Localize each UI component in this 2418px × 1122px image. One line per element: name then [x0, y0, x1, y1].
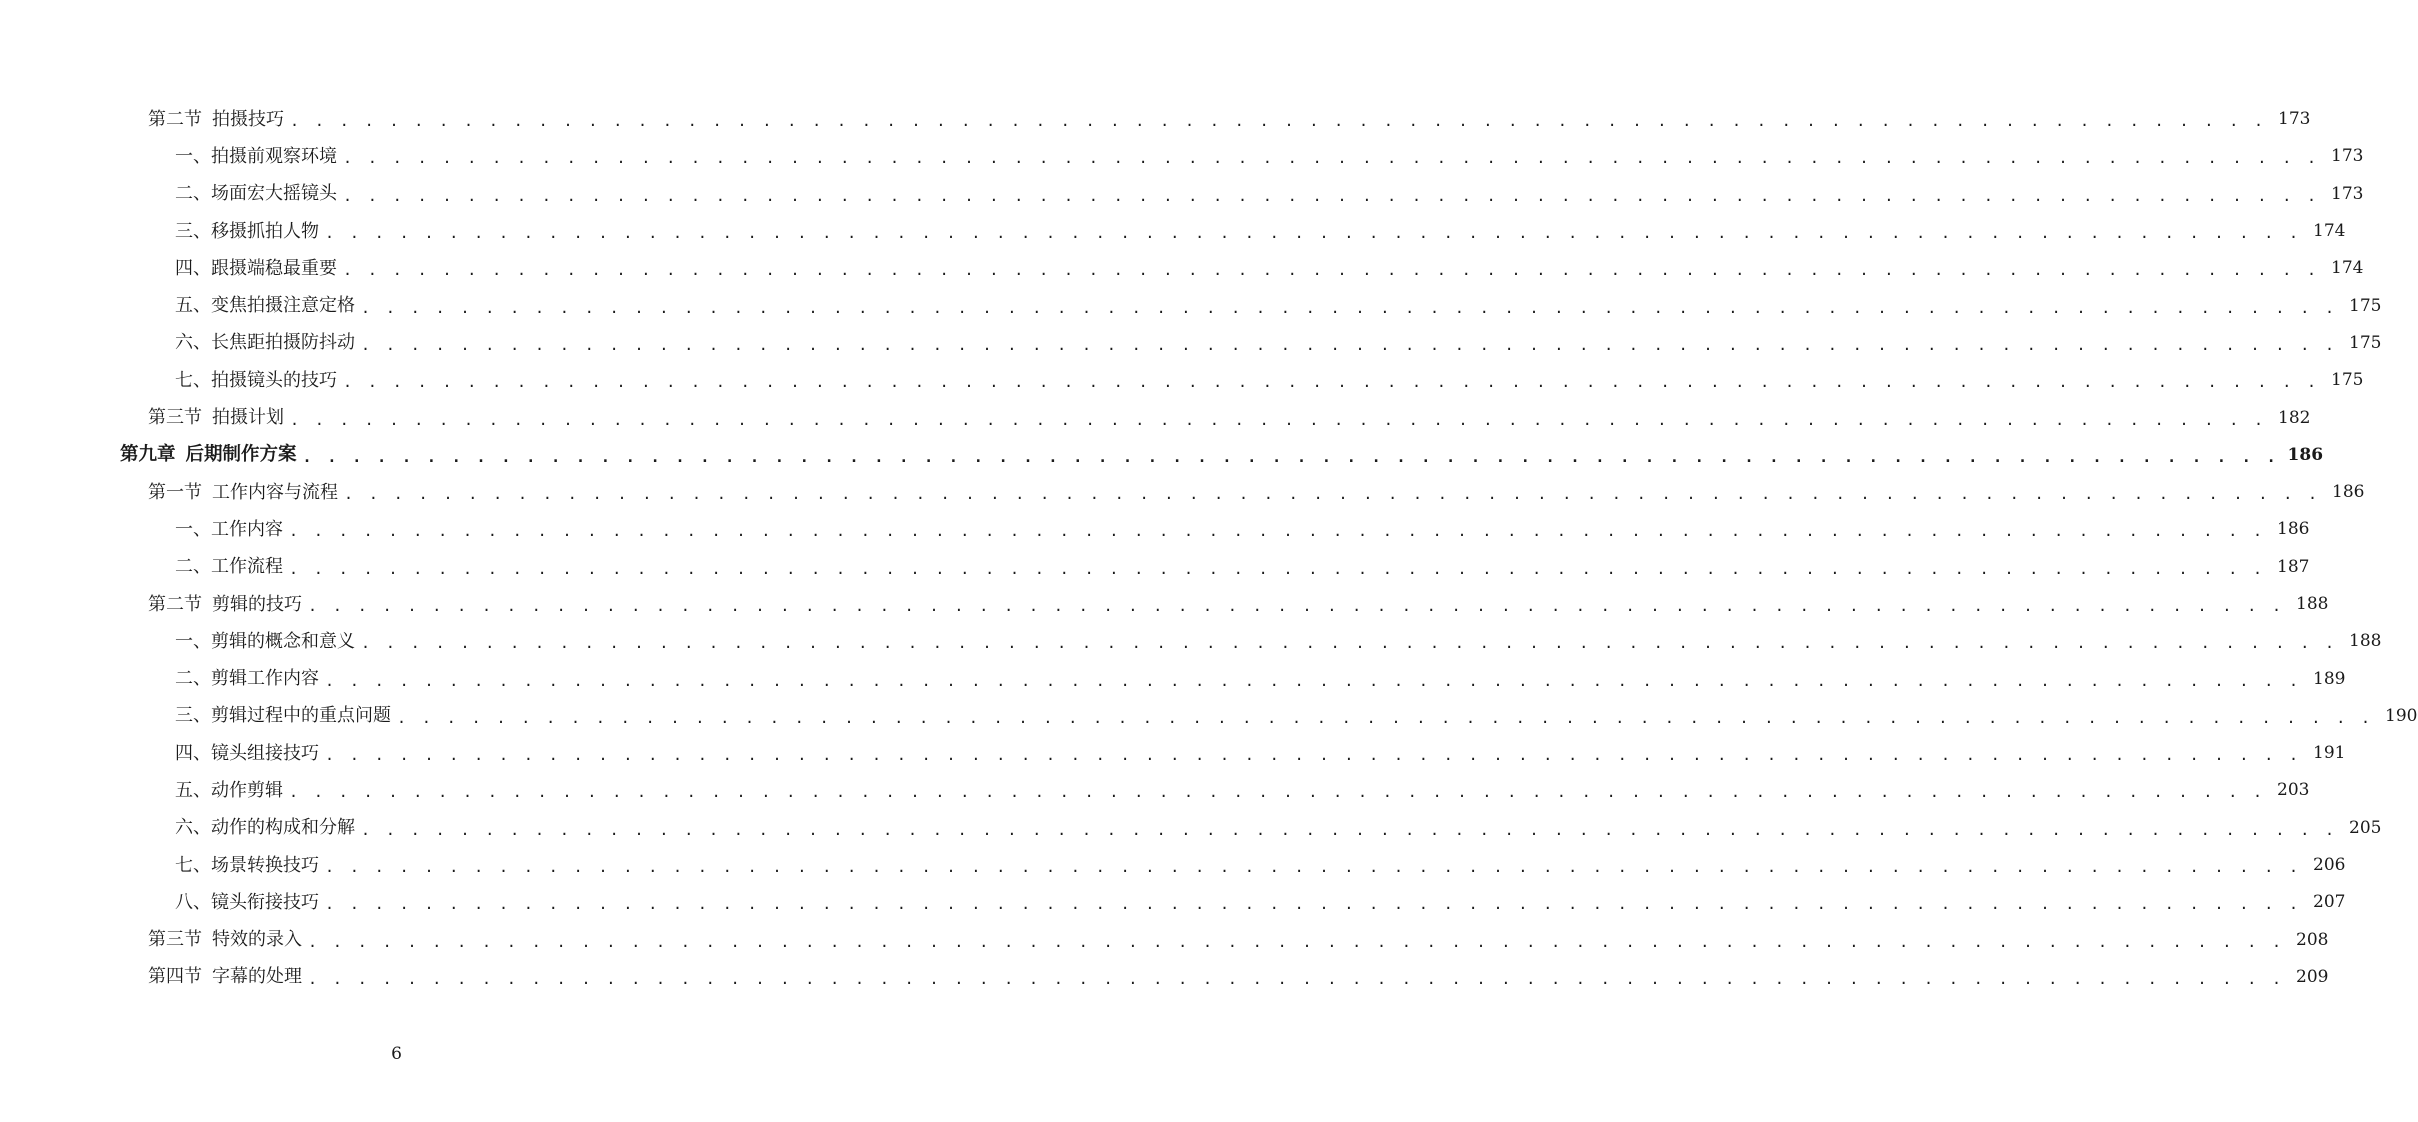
- toc-entry-page: 186: [2287, 444, 2324, 465]
- dot-leader: . . . . . . . . . . . . . . . . . . . . . . . . . . . . . . . . . . . . . . . . . . . . . . . . . . . . . . . . . . . . . . . . . . . . . . . . . . . . . . . .: [308, 597, 2285, 615]
- toc-entry-number: 第三节: [148, 929, 202, 951]
- toc-entry-label: [148, 968, 302, 986]
- toc-entry-page: 191: [2313, 743, 2346, 764]
- toc-entry-item[interactable]: [0, 325, 2382, 362]
- toc-entry-section[interactable]: [0, 959, 2329, 996]
- dot-leader: . . . . . . . . . . . . . . . . . . . . . . . . . . . . . . . . . . . . . . . . . . . . . . . . . . . . . . . . . . . . . . . . . . . . . . . . . . . . . . . .: [361, 820, 2338, 839]
- dot-leader: . . . . . . . . . . . . . . . . . . . . . . . . . . . . . . . . . . . . . . . . . . . . . . . . . . . . . . . . . . . . . . . . . . . . . . . . . . . . . . . .: [325, 895, 2302, 914]
- toc-entry-label: [175, 742, 319, 764]
- toc-entry-section[interactable]: [0, 399, 2311, 436]
- toc-entry-title: 后期制作方案: [185, 444, 297, 466]
- dot-leader: . . . . . . . . . . . . . . . . . . . . . . . . . . . . . . . . . . . . . . . . . . . . . . . . . . . . . . . . . . . . . . . . . . . . . . . . . . . . . . . .: [325, 858, 2302, 877]
- toc-entry-title: 移摄抓拍人物: [211, 220, 319, 242]
- toc-entry-page: 173: [2331, 146, 2364, 167]
- toc-entry-label: [175, 819, 355, 837]
- toc-entry-number: 一、: [175, 518, 211, 540]
- toc-entry-title: 场景转换技巧: [211, 854, 319, 876]
- dot-leader: . . . . . . . . . . . . . . . . . . . . . . . . . . . . . . . . . . . . . . . . . . . . . . . . . . . . . . . . . . . . . . . . . . . . . . . . . . . . . . . .: [302, 447, 2280, 466]
- toc-entry-title: 长焦距拍摄防抖动: [211, 332, 355, 354]
- toc-entry-title: 剪辑工作内容: [211, 668, 319, 690]
- toc-entry-page: 186: [2332, 482, 2365, 503]
- toc-entry-item[interactable]: [0, 362, 2364, 399]
- toc-entry-label: [148, 931, 302, 949]
- toc-entry-page: 188: [2349, 631, 2382, 652]
- toc-entry-number: 三、: [175, 705, 211, 727]
- dot-leader: . . . . . . . . . . . . . . . . . . . . . . . . . . . . . . . . . . . . . . . . . . . . . . . . . . . . . . . . . . . . . . . . . . . . . . . . . . . . . . . .: [289, 522, 2266, 541]
- toc-entry-title: 跟摄端稳最重要: [211, 257, 337, 279]
- toc-entry-item[interactable]: [0, 623, 2382, 660]
- toc-entry-item[interactable]: [0, 213, 2346, 250]
- toc-entry-title: 镜头组接技巧: [211, 742, 319, 764]
- toc-entry-chapter[interactable]: [0, 437, 2324, 474]
- toc-entry-section[interactable]: [0, 922, 2329, 959]
- toc-entry-page: 207: [2313, 892, 2346, 913]
- toc-entry-title: 场面宏大摇镜头: [211, 183, 337, 205]
- toc-entry-item[interactable]: [0, 511, 2310, 548]
- toc-entry-title: 动作剪辑: [211, 779, 283, 801]
- toc-entry-label: [175, 779, 283, 801]
- toc-entry-number: 第三节: [148, 407, 202, 429]
- dot-leader: . . . . . . . . . . . . . . . . . . . . . . . . . . . . . . . . . . . . . . . . . . . . . . . . . . . . . . . . . . . . . . . . . . . . . . . . . . . . . . . .: [289, 559, 2266, 578]
- toc-entry-title: 变焦拍摄注意定格: [211, 295, 355, 317]
- toc-entry-number: 六、: [175, 332, 211, 354]
- toc-entry-label: [175, 707, 391, 725]
- toc-entry-number: 一、: [175, 630, 211, 652]
- toc-entry-label: [175, 854, 319, 876]
- table-of-contents: [0, 101, 2418, 996]
- toc-entry-title: 特效的录入: [212, 929, 302, 951]
- toc-entry-item[interactable]: [0, 660, 2346, 697]
- toc-entry-number: 八、: [175, 891, 211, 913]
- toc-entry-label: [175, 257, 337, 279]
- toc-entry-page: 175: [2349, 332, 2382, 353]
- dot-leader: . . . . . . . . . . . . . . . . . . . . . . . . . . . . . . . . . . . . . . . . . . . . . . . . . . . . . . . . . . . . . . . . . . . . . . . . . . . . . . . .: [343, 373, 2320, 392]
- dot-leader: . . . . . . . . . . . . . . . . . . . . . . . . . . . . . . . . . . . . . . . . . . . . . . . . . . . . . . . . . . . . . . . . . . . . . . . . . . . . . . . .: [361, 634, 2338, 653]
- toc-entry-number: 五、: [175, 295, 211, 317]
- toc-entry-label: [175, 334, 355, 352]
- toc-entry-number: 二、: [175, 668, 211, 690]
- dot-leader: . . . . . . . . . . . . . . . . . . . . . . . . . . . . . . . . . . . . . . . . . . . . . . . . . . . . . . . . . . . . . . . . . . . . . . . . . . . . . . . .: [397, 708, 2374, 727]
- toc-entry-label: [175, 297, 355, 315]
- toc-entry-page: 173: [2278, 109, 2311, 130]
- toc-entry-label: [175, 558, 283, 576]
- toc-entry-label: [148, 108, 284, 130]
- toc-entry-section[interactable]: [0, 586, 2329, 623]
- toc-entry-title: 工作内容与流程: [212, 481, 338, 503]
- toc-entry-page: 187: [2277, 556, 2310, 577]
- dot-leader: . . . . . . . . . . . . . . . . . . . . . . . . . . . . . . . . . . . . . . . . . . . . . . . . . . . . . . . . . . . . . . . . . . . . . . . . . . . . . . . .: [361, 298, 2338, 317]
- dot-leader: . . . . . . . . . . . . . . . . . . . . . . . . . . . . . . . . . . . . . . . . . . . . . . . . . . . . . . . . . . . . . . . . . . . . . . . . . . . . . . . .: [344, 485, 2321, 504]
- toc-entry-number: 三、: [175, 220, 211, 242]
- toc-entry-page: 188: [2296, 594, 2329, 614]
- toc-entry-title: 剪辑的概念和意义: [211, 630, 355, 652]
- toc-entry-number: 七、: [175, 854, 211, 876]
- dot-leader: . . . . . . . . . . . . . . . . . . . . . . . . . . . . . . . . . . . . . . . . . . . . . . . . . . . . . . . . . . . . . . . . . . . . . . . . . . . . . . . .: [361, 335, 2338, 354]
- toc-entry-page: 208: [2296, 929, 2329, 950]
- toc-entry-number: 四、: [175, 257, 211, 279]
- toc-entry-number: 五、: [175, 779, 211, 801]
- toc-entry-number: 二、: [175, 183, 211, 205]
- toc-entry-page: 175: [2349, 295, 2382, 316]
- toc-entry-number: 第二节: [148, 593, 202, 615]
- dot-leader: . . . . . . . . . . . . . . . . . . . . . . . . . . . . . . . . . . . . . . . . . . . . . . . . . . . . . . . . . . . . . . . . . . . . . . . . . . . . . . . .: [325, 746, 2302, 765]
- toc-entry-section[interactable]: [0, 474, 2365, 511]
- dot-leader: . . . . . . . . . . . . . . . . . . . . . . . . . . . . . . . . . . . . . . . . . . . . . . . . . . . . . . . . . . . . . . . . . . . . . . . . . . . . . . . .: [290, 112, 2267, 131]
- toc-entry-number: 四、: [175, 742, 211, 764]
- toc-entry-label: [175, 891, 319, 913]
- toc-entry-section[interactable]: [0, 101, 2311, 138]
- toc-entry-label: [175, 670, 319, 688]
- toc-entry-title: 动作的构成和分解: [211, 817, 355, 839]
- toc-entry-page: 174: [2313, 221, 2346, 242]
- toc-entry-item[interactable]: [0, 772, 2310, 809]
- toc-entry-title: 拍摄计划: [212, 407, 284, 429]
- toc-entry-title: 剪辑的技巧: [212, 593, 302, 615]
- toc-entry-page: 189: [2313, 668, 2346, 689]
- toc-entry-label: [175, 185, 337, 203]
- toc-entry-label: [175, 145, 337, 167]
- toc-entry-page: 190: [2385, 705, 2418, 726]
- dot-leader: . . . . . . . . . . . . . . . . . . . . . . . . . . . . . . . . . . . . . . . . . . . . . . . . . . . . . . . . . . . . . . . . . . . . . . . . . . . . . . . .: [289, 783, 2266, 802]
- toc-entry-number: 一、: [175, 145, 211, 167]
- toc-entry-page: 205: [2349, 817, 2382, 838]
- dot-leader: . . . . . . . . . . . . . . . . . . . . . . . . . . . . . . . . . . . . . . . . . . . . . . . . . . . . . . . . . . . . . . . . . . . . . . . . . . . . . . . .: [308, 969, 2285, 988]
- toc-entry-page: 209: [2296, 966, 2329, 987]
- toc-entry-item[interactable]: [0, 138, 2364, 175]
- dot-leader: . . . . . . . . . . . . . . . . . . . . . . . . . . . . . . . . . . . . . . . . . . . . . . . . . . . . . . . . . . . . . . . . . . . . . . . . . . . . . . . .: [290, 410, 2267, 429]
- toc-entry-title: 拍摄前观察环境: [211, 145, 337, 167]
- toc-entry-title: 镜头衔接技巧: [211, 891, 319, 913]
- toc-entry-label: [175, 630, 355, 652]
- toc-entry-page: 182: [2278, 407, 2311, 428]
- toc-entry-page: 174: [2331, 258, 2364, 279]
- toc-entry-item[interactable]: [0, 176, 2364, 213]
- toc-entry-number: 七、: [175, 369, 211, 391]
- toc-entry-page: 206: [2313, 855, 2346, 876]
- toc-entry-number: 二、: [175, 556, 211, 578]
- dot-leader: . . . . . . . . . . . . . . . . . . . . . . . . . . . . . . . . . . . . . . . . . . . . . . . . . . . . . . . . . . . . . . . . . . . . . . . . . . . . . . . .: [325, 224, 2302, 243]
- toc-entry-label: [120, 446, 297, 465]
- toc-entry-number: 六、: [175, 817, 211, 839]
- toc-entry-page: 175: [2331, 370, 2364, 391]
- toc-entry-page: 173: [2331, 183, 2364, 204]
- toc-entry-number: 第二节: [148, 108, 202, 130]
- dot-leader: . . . . . . . . . . . . . . . . . . . . . . . . . . . . . . . . . . . . . . . . . . . . . . . . . . . . . . . . . . . . . . . . . . . . . . . . . . . . . . . .: [343, 149, 2320, 168]
- toc-entry-item[interactable]: [0, 884, 2346, 921]
- toc-entry-title: 拍摄镜头的技巧: [211, 369, 337, 391]
- page-number: 6: [391, 1044, 402, 1064]
- toc-entry-label: [148, 409, 284, 427]
- dot-leader: . . . . . . . . . . . . . . . . . . . . . . . . . . . . . . . . . . . . . . . . . . . . . . . . . . . . . . . . . . . . . . . . . . . . . . . . . . . . . . . .: [325, 671, 2302, 690]
- dot-leader: . . . . . . . . . . . . . . . . . . . . . . . . . . . . . . . . . . . . . . . . . . . . . . . . . . . . . . . . . . . . . . . . . . . . . . . . . . . . . . . .: [343, 261, 2320, 280]
- toc-entry-title: 字幕的处理: [212, 966, 302, 988]
- toc-entry-label: [175, 518, 283, 540]
- toc-entry-title: 工作内容: [211, 518, 283, 540]
- toc-entry-title: 拍摄技巧: [212, 108, 284, 130]
- toc-entry-item[interactable]: [0, 250, 2364, 287]
- toc-entry-number: 第四节: [148, 966, 202, 988]
- toc-entry-item[interactable]: [0, 549, 2310, 586]
- toc-entry-label: [148, 481, 338, 503]
- toc-entry-number: 第九章: [120, 444, 176, 466]
- toc-entry-title: 工作流程: [211, 556, 283, 578]
- toc-entry-number: 第一节: [148, 481, 202, 503]
- toc-entry-label: [148, 593, 302, 615]
- toc-entry-label: [175, 220, 319, 242]
- toc-entry-item[interactable]: [0, 847, 2346, 884]
- dot-leader: . . . . . . . . . . . . . . . . . . . . . . . . . . . . . . . . . . . . . . . . . . . . . . . . . . . . . . . . . . . . . . . . . . . . . . . . . . . . . . . .: [308, 932, 2285, 951]
- toc-entry-item[interactable]: [0, 810, 2382, 847]
- toc-entry-title: 剪辑过程中的重点问题: [211, 705, 391, 727]
- toc-entry-item[interactable]: [0, 698, 2418, 735]
- toc-entry-page: 186: [2277, 519, 2310, 540]
- toc-entry-page: 203: [2277, 780, 2310, 801]
- toc-entry-item[interactable]: [0, 287, 2382, 324]
- toc-entry-item[interactable]: [0, 735, 2346, 772]
- toc-entry-label: [175, 369, 337, 391]
- dot-leader: . . . . . . . . . . . . . . . . . . . . . . . . . . . . . . . . . . . . . . . . . . . . . . . . . . . . . . . . . . . . . . . . . . . . . . . . . . . . . . . .: [343, 186, 2320, 205]
